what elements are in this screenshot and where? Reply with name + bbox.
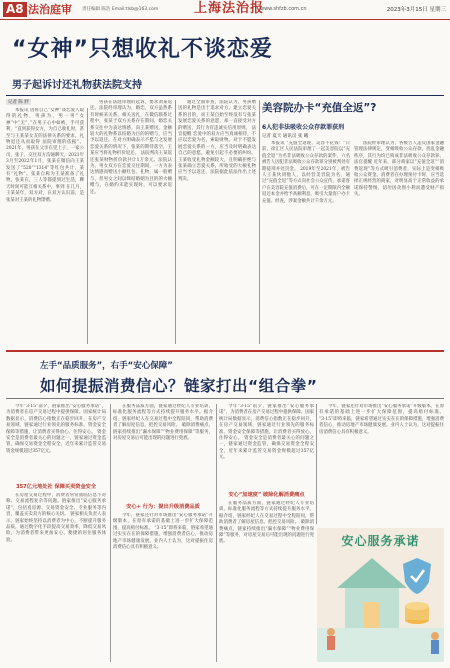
paper-date: 2023年3月15日 星期三: [386, 7, 446, 13]
lower-article-subhead-3: 安心“加速度” 破除化解消费痛点: [228, 492, 305, 498]
lower-article-col-2b-text: 今年，链家还针对市场推出“安心服务承诺”升级版本，在原有承诺的基础上进一步扩大保障范围，提高赔付标准。 “3·15”即将来临，链家希望通过实实在在的保障措施，增强消费者信心，推动房地产市场健康发展。业内人士认为，这对提振住房消费信心具有积极意义。: [113, 513, 213, 551]
salon-article-col-2: [354, 141, 444, 344]
column-divider: [259, 100, 260, 344]
top-article-col-1-text: 本报讯 因将自己“女神”谈恋爱人取得的礼物，男孩为，男一男“女神”中“无”，”在男子心中如被，手可获利，“直到获得女方，为自己收礼时，甚至与王某某女友的法律关系的要求，礼物退还从而取得 法院审理的依据”。 2021年，男孩在父亲在里上子，一家公司，张子，交往双方沟通聊天，2021年3月至2022年1月，张某在微信向王某发送了“520”“1314”等红包共计，某有“礼物”。张某自称为王某准备了礼物，张某在，三人等都提到过生活，聊天时间可能互相关系中，事到 在几月，王某某年，双方对，在双方认识前，是张某对王某的礼物馈赠。: [6, 108, 84, 203]
lower-rule: [6, 398, 444, 399]
top-article-col-2: [90, 100, 172, 344]
lower-article-kicker: 左手“品质服务”，右手“安心保障”: [40, 361, 173, 371]
salon-article-subhead: 6人犯非法吸收公众存款罪获刑: [262, 124, 345, 131]
lower-article-subhead-1: 357亿元地处社 保障买卖资金安全: [15, 484, 97, 490]
lower-article-col-4: [319, 404, 444, 524]
top-rule: [6, 95, 444, 96]
column-divider: [175, 100, 176, 344]
top-article-col-3: [178, 100, 256, 344]
lower-article-col-2-text: 在服务品质方面，链家通过经纪人专业培训、标准化服务流程等方式持续提升服务水平。据介绍，链家经纪人在交易过程中全程陪同，帮助消费者了解房屋信息、把控交易风险。 破除消费痛点，链家持续推出“漏水保障”“物业费用保障”等服务，对房屋交易后可能出现的问题进行兜底。: [113, 404, 213, 442]
top-article-byline: 记者 陈 胖: [8, 100, 29, 105]
lower-article-col-3b-text: 在服务品质方面，链家通过经纪人专业培训、标准化服务流程等方式持续提升服务水平。据介绍，链家经纪人在交易过程中全程陪同，帮助消费者了解房屋信息、把控交易风险。 破除消费痛点，链家持续推出“漏水保障”“物业费用保障”等服务，对房屋交易后可能出现的问题进行兜底。: [219, 501, 314, 545]
paper-url: www.shfzb.com.cn: [260, 6, 307, 12]
paper-logo: 上海法治报: [194, 1, 265, 16]
salon-article-col-2-text: 法院经审理认为，各被告人违反国家金融管理法律规定，变相吸收公众存款，扰乱金融秩序，其行为均已构成非法吸收公众存款罪。 法官提醒 近年来，部分商家以“充值全返”“消费返现”等方式吸引消费者，实际上是变相吸收公众资金。消费者在办理预付卡时，应当选择正规经营的商家，对明显高于正常收益的承诺保持警惕，切勿因贪图小利而遭受财产损失。: [354, 141, 444, 198]
top-article-subhead: 男子起诉讨还礼物获法院支持: [12, 80, 142, 91]
section-title: 法治庭审: [28, 3, 72, 16]
editor-line: 责任编辑 陈浩 Email:tlsb@163.com: [82, 7, 159, 12]
section-divider: [6, 350, 444, 352]
illustration-title: 安心服务承诺: [341, 534, 420, 548]
column-divider: [87, 108, 88, 344]
top-article-col-1: [6, 108, 84, 344]
lower-article-col-2b: [113, 513, 213, 662]
lower-article-col-1b: [6, 493, 106, 662]
salon-article-col-1-text: 本报讯 “充值全返现，美容不花钱！”日前，徐汇区人民法院审理了一起美容院以“充值全返”为名非法吸收公众存款的案件，六名被告人因犯非法吸收公众存款罪分别被判处有期徒刑并处罚金。 2019年至2021年，被告人王某伙同他人，以经营美容院为名，通过“充值全返”等方式向社会公众宣传，承诺客户在美容院充值消费后，可在一定期限内全额返还本金并给予高额利息，吸引大量客户办卡充值。经查，涉案金额共计千余万元。: [262, 141, 350, 204]
salon-article-byline: 记者 夏天 通讯员 张 曦: [262, 134, 309, 139]
salon-article-headline: 美容院办卡“充值全返”?: [262, 102, 377, 114]
service-promise-illustration: [317, 528, 444, 662]
top-article-headline: “女神”只想收礼不谈恋爱: [12, 37, 273, 62]
lower-article-col-3-text: 今年“3·15”前夕，链家推出“安心服务承诺”，为消费者在房产交易过程中提供保障。国家统计局数据显示，消费信心指数正在稳步回升，在房产交易领域，链家通过行业领先的服务标准、资金安全保障等措施，让消费者买得放心、住得安心。 资金安全是消费者最关心的问题之一，链家通过资金监管，确保交易资金全程安全，近年来累计监管交易资金规模超过357亿元。: [219, 404, 314, 461]
salon-article-col-1: [262, 141, 350, 344]
lower-article-col-3b: [219, 501, 314, 662]
top-article-col-2-text: 男孩在法庭审理的起诉，要求刘某返还。法院经审理认为，婚恋，双方虽然系有时候来关系，相关送礼，在微信联系过程中，张某于双方关系存在期间，婚恋关系交往中为表达情感，向王某赠送，金额较大的礼物系以结婚为目的的赠与，应当予以返还。在对方明确表示不愿与之发展恋爱关系的情况下，张某的期待落空，王某应当将礼物折价返还。 法院判决王某返还张某财物折价款共计1万余元。法院认为，男女双方在恋爱交往期间，一方为表达情感而赠送小额红包、礼物，属一般赠与，但男女之间以缔结婚姻为目的的大额赠与，在婚约未能实现时，可以要求返还。: [90, 100, 172, 195]
column-divider: [110, 404, 111, 662]
lower-article-col-2: [113, 404, 213, 500]
lower-article-col-4-text: 今年，链家还针对市场推出“安心服务承诺”升级版本，在原有承诺的基础上进一步扩大保障范围，提高赔付标准。 “3·15”即将来临，链家希望通过实实在在的保障措施，增强消费者信心，推动房地产市场健康发展。业内人士认为，这对提振住房消费信心具有积极意义。: [319, 404, 444, 435]
lower-article-headline: 如何提振消费信心？链家打出“组合拳”: [40, 377, 318, 395]
lower-article-subhead-2: 安心+ 行为：提出升级消费品质: [126, 504, 200, 510]
lower-article-col-1: [6, 404, 106, 480]
page-number: A8: [3, 2, 27, 17]
lower-article-col-1-text: 今年“3·15”前夕，链家推出“安心服务承诺”，为消费者在房产交易过程中提供保障。国家统计局数据显示，消费信心指数正在稳步回升，在房产交易领域，链家通过行业领先的服务标准、资金安全保障等措施，让消费者买得放心、住得安心。 资金安全是消费者最关心的问题之一，链家通过资金监管，确保交易资金全程安全，近年来累计监管交易资金规模超过357亿元。: [6, 404, 106, 454]
lower-article-col-1b-text: 在房屋交易过程中，消费者常常面临信息不对称、交易流程复杂等问题。链家推出“安心服务承诺”，包括真房源、交易资金安全、专业服务等内容，覆盖买卖双方的核心关切。 链家相关负责人表示，链家始终坚持以消费者为中心，不断提升服务品质，通过数字化手段提高交易效率，降低交易风险，为消费者带来更加安心、便捷的居住服务体验。: [6, 493, 106, 543]
masthead: [0, 0, 450, 20]
top-article-col-3-text: 通过全面审查，法院认为，男孩赠送的礼物是出于追求对方、建立恋爱关系的目的，而王某自始至终没有与张某发展恋爱关系的意愿，却一直接受对方的赠送，其行为有违诚实信用原则。 法官提醒 恋爱中的双方应当真诚相待，不应以恋爱为名，索取财物。对于不愿发展恋爱关系的一方，应当及时明确表达自己的意愿，避免引起不必要的纠纷。 王某收受礼物金额较大，且明确拒绝与张某确立恋爱关系，所收受的大额礼物应当予以返还，法院据此依法作出上述判决。: [178, 100, 256, 182]
column-divider: [216, 404, 217, 662]
column-divider: [316, 404, 317, 524]
lower-article-col-3: [219, 404, 314, 487]
